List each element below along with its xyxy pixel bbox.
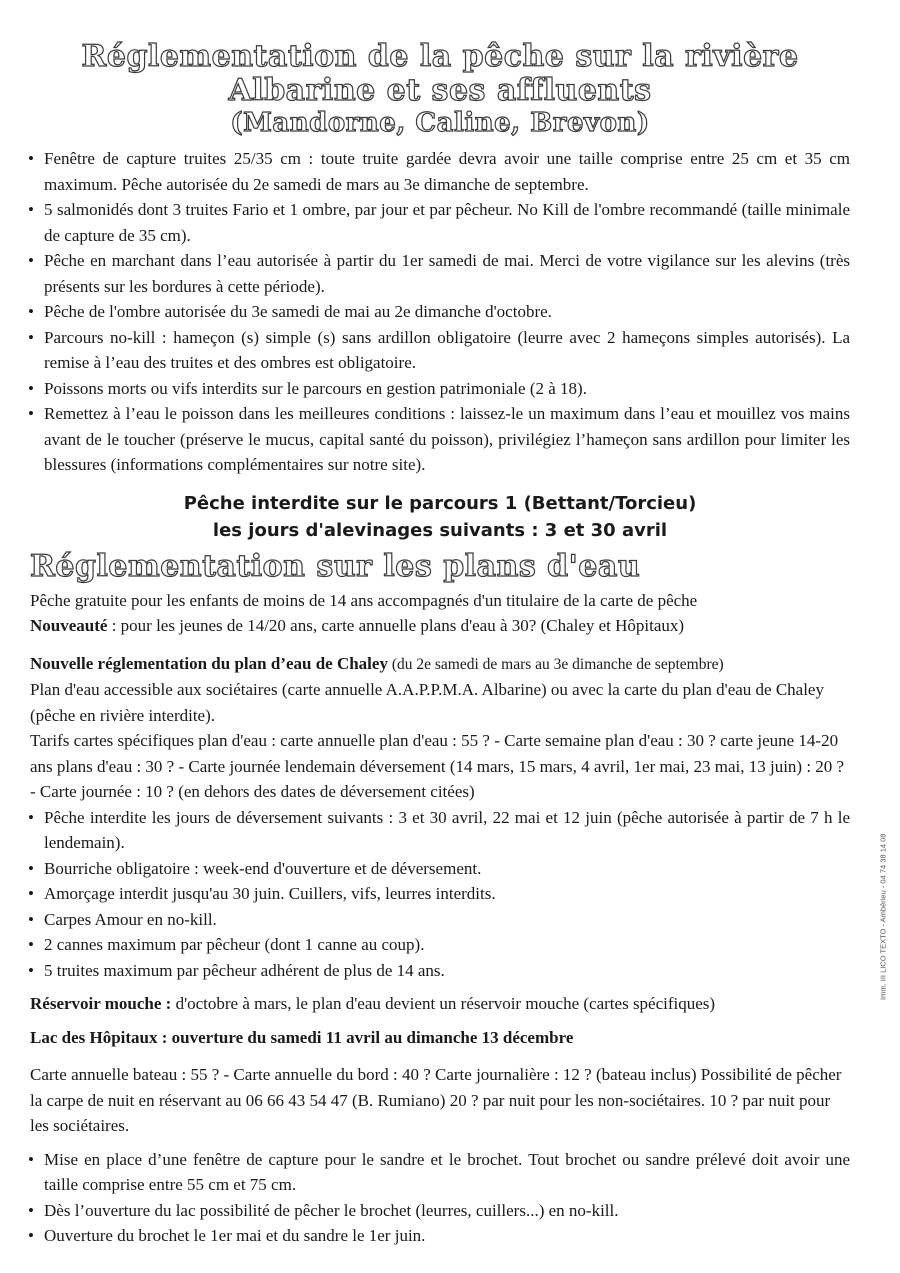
free-fishing-text: Pêche gratuite pour les enfants de moins de 14 ans accompagnés d'un titulaire de la carte de pêche bbox=[30, 590, 698, 610]
list-item: • Poissons morts ou vifs interdits sur le parcours en gestion patrimoniale (2 à 18). bbox=[30, 376, 850, 402]
section2-title: Réglementation sur les plans d'eau bbox=[30, 548, 641, 584]
reservoir-text bbox=[30, 991, 850, 1017]
hopitaux-bullet-list bbox=[30, 1147, 850, 1249]
printer-credit: Imm. III LICO TEXTO - Ambérieu - 04 74 38 14 08 bbox=[878, 833, 887, 1000]
hopitaux-heading bbox=[30, 1025, 850, 1051]
nouveaute-body: : pour les jeunes de 14/20 ans, carte annuelle plans d'eau à 30? (Chaley et Hôpitaux) bbox=[107, 616, 685, 635]
hopitaux-heading-label: Lac des Hôpitaux : ouverture du samedi 11 avril au dimanche 13 décembre bbox=[30, 1027, 574, 1047]
section1-subtitle: (Mandorne, Caline, Brevon) bbox=[230, 108, 650, 138]
list-item: • Pêche en marchant dans l’eau autorisée à partir du 1er samedi de mai. Merci de votre vigilance sur les alevins (très présents sur les bordures à cette période). bbox=[30, 248, 850, 299]
chaley-access-text: Plan d'eau accessible aux sociétaires (carte annuelle A.A.P.P.M.A. Albarine) ou avec la carte du plan d'eau de Chaley (pêche en rivière interdite). bbox=[30, 680, 824, 725]
list-item: • Parcours no-kill : hameçon (s) simple (s) sans ardillon obligatoire (leurre avec 2 hameçons simples autorisés). La remise à l’eau des truites et des ombres est obligatoire. bbox=[30, 325, 850, 376]
list-item: • Ouverture du brochet le 1er mai et du sandre le 1er juin. bbox=[30, 1223, 850, 1249]
list-item: • Remettez à l’eau le poisson dans les meilleures conditions : laissez-le un maximum dans l’eau et mouillez vos mains avant de le toucher (préserve le mucus, capital santé du poisson), privilégiez l’hameçon sans ardillon pour limiter les blessures (informations complémentaires sur notre site). bbox=[30, 401, 850, 478]
section1-title: Réglementation de la pêche sur la rivière Albarine et ses affluents bbox=[81, 39, 799, 108]
reservoir-label: Réservoir mouche : bbox=[30, 994, 172, 1013]
list-item: • Pêche interdite les jours de déversement suivants : 3 et 30 avril, 22 mai et 12 juin (pêche autorisée à partir de 7 h le lendemain). bbox=[30, 805, 850, 856]
nouveaute-label: Nouveauté bbox=[30, 616, 108, 635]
notice-line-1: Pêche interdite sur le parcours 1 (Bettant/Torcieu) bbox=[183, 492, 697, 514]
list-item: • Amorçage interdit jusqu'au 30 juin. Cuillers, vifs, leurres interdits. bbox=[30, 881, 850, 907]
section1-bullet-list bbox=[30, 146, 850, 478]
list-item: • Fenêtre de capture truites 25/35 cm : toute truite gardée devra avoir une taille comprise entre 25 cm et 35 cm maximum. Pêche autorisée du 2e samedi de mars au 3e dimanche de septembre. bbox=[30, 146, 850, 197]
chaley-heading-label: Nouvelle réglementation du plan d’eau de Chaley bbox=[30, 653, 388, 673]
list-item: • Bourriche obligatoire : week-end d'ouverture et de déversement. bbox=[30, 856, 850, 882]
list-item: • Dès l’ouverture du lac possibilité de pêcher le brochet (leurres, cuillers...) en no-kill. bbox=[30, 1198, 850, 1224]
chaley-tarifs-text: Tarifs cartes spécifiques plan d'eau : carte annuelle plan d'eau : 55 ? - Carte semaine plan d'eau : 30 ? carte jeune 14-20 ans plans d'eau : 30 ? - Carte journée lendemain déversement (14 mars, 15 mars, 4 avril, 1er mai, 23 mai, 13 juin) : 20 ? - Carte journée : 10 ? (en dehors des dates de déversement citées) bbox=[30, 731, 845, 801]
chaley-heading bbox=[30, 651, 850, 678]
reservoir-body: d'octobre à mars, le plan d'eau devient un réservoir mouche (cartes spécifiques) bbox=[171, 994, 716, 1013]
list-item: • Carpes Amour en no-kill. bbox=[30, 907, 850, 933]
nouveaute-text bbox=[30, 613, 850, 639]
list-item: • 5 truites maximum par pêcheur adhérent de plus de 14 ans. bbox=[30, 958, 850, 984]
notice-line-2: les jours d'alevinages suivants : 3 et 30 avril bbox=[212, 519, 668, 541]
list-item: • 5 salmonidés dont 3 truites Fario et 1 ombre, par jour et par pêcheur. No Kill de l'ombre recommandé (taille minimale de capture de 35 cm). bbox=[30, 197, 850, 248]
alevinage-notice bbox=[30, 490, 850, 544]
chaley-bullet-list bbox=[30, 805, 850, 984]
document-page bbox=[30, 40, 850, 1249]
list-item: • 2 cannes maximum par pêcheur (dont 1 canne au coup). bbox=[30, 932, 850, 958]
hopitaux-tarifs-text: Carte annuelle bateau : 55 ? - Carte annuelle du bord : 40 ? Carte journalière : 12 ? (bateau inclus) Possibilité de pêcher la carpe de nuit en réservant au 06 66 43 54 47 (B. Rumiano) 20 ? par nuit pour les non-sociétaires. 10 ? par nuit pour les sociétaires. bbox=[30, 1065, 842, 1135]
list-item: • Mise en place d’une fenêtre de capture pour le sandre et le brochet. Tout brochet ou sandre prélevé doit avoir une taille comprise entre 55 cm et 75 cm. bbox=[30, 1147, 850, 1198]
chaley-heading-dates: (du 2e samedi de mars au 3e dimanche de septembre) bbox=[387, 655, 724, 673]
list-item: • Pêche de l'ombre autorisée du 3e samedi de mai au 2e dimanche d'octobre. bbox=[30, 299, 850, 325]
